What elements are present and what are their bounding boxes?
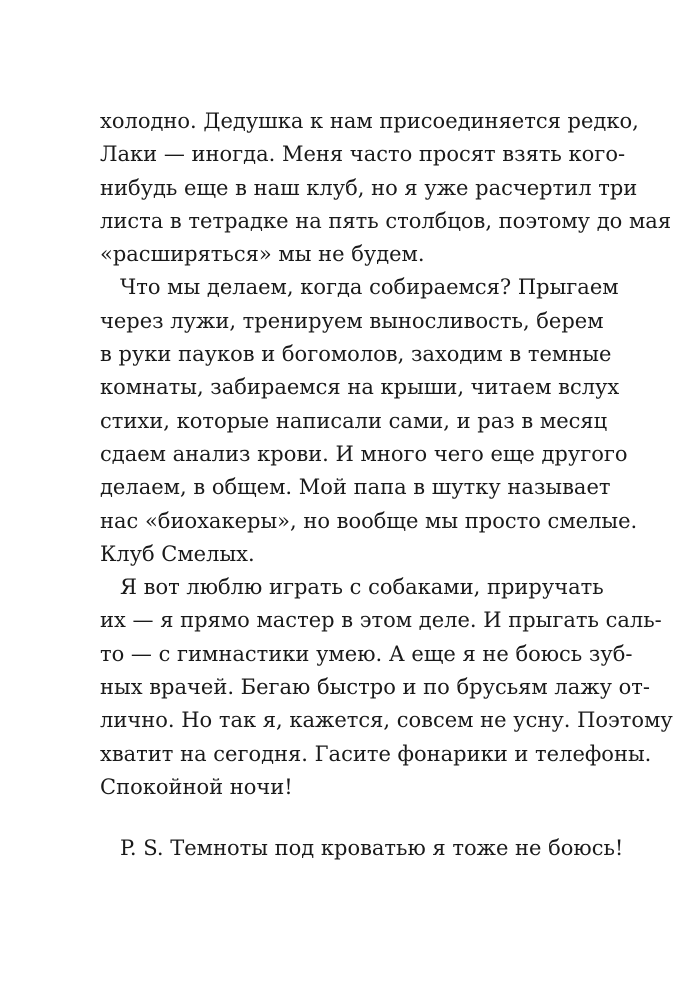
text-line: делаем, в общем. Мой папа в шутку называет: [100, 475, 611, 500]
text-line: ных врачей. Бегаю быстро и по брусьям лажу от-: [100, 675, 650, 700]
text-line: лично. Но так я, кажется, совсем не усну. Поэтому: [100, 708, 673, 733]
text-line: через лужи, тренируем выносливость, берем: [100, 308, 604, 333]
text-line: Что мы делаем, когда собираемся? Прыгаем: [120, 275, 619, 300]
text-line: стихи, которые написали сами, и раз в месяц: [100, 408, 608, 433]
text-line: Спокойной ночи!: [100, 774, 293, 799]
text-line: нибудь еще в наш клуб, но я уже расчертил три: [100, 175, 638, 200]
text-line: Лаки — иногда. Меня часто просят взять кого-: [100, 142, 626, 167]
text-line: нас «биохакеры», но вообще мы просто смелые.: [100, 508, 638, 533]
text-line: то — с гимнастики умею. А еще я не боюсь зуб-: [100, 641, 633, 666]
text-line: комнаты, забираемся на крыши, читаем вслух: [100, 375, 620, 400]
postscript: P. S. Темноты под кроватью я тоже не боюсь!: [120, 836, 624, 860]
text-line: листа в тетрадке на пять столбцов, поэтому до мая: [100, 208, 672, 233]
text-line: хватит на сегодня. Гасите фонарики и телефоны.: [100, 741, 652, 766]
text-line: сдаем анализ крови. И много чего еще другого: [100, 441, 628, 466]
text-line: их — я прямо мастер в этом деле. И прыгать саль-: [100, 608, 662, 633]
text-line: «расширяться» мы не будем.: [100, 242, 425, 267]
text-line: Клуб Смелых.: [100, 541, 255, 566]
body-text: [100, 105, 673, 804]
text-line: Я вот люблю играть с собаками, приручать: [120, 575, 604, 600]
text-line: холодно. Дедушка к нам присоединяется редко,: [100, 109, 639, 133]
text-line: в руки пауков и богомолов, заходим в темные: [100, 342, 612, 367]
